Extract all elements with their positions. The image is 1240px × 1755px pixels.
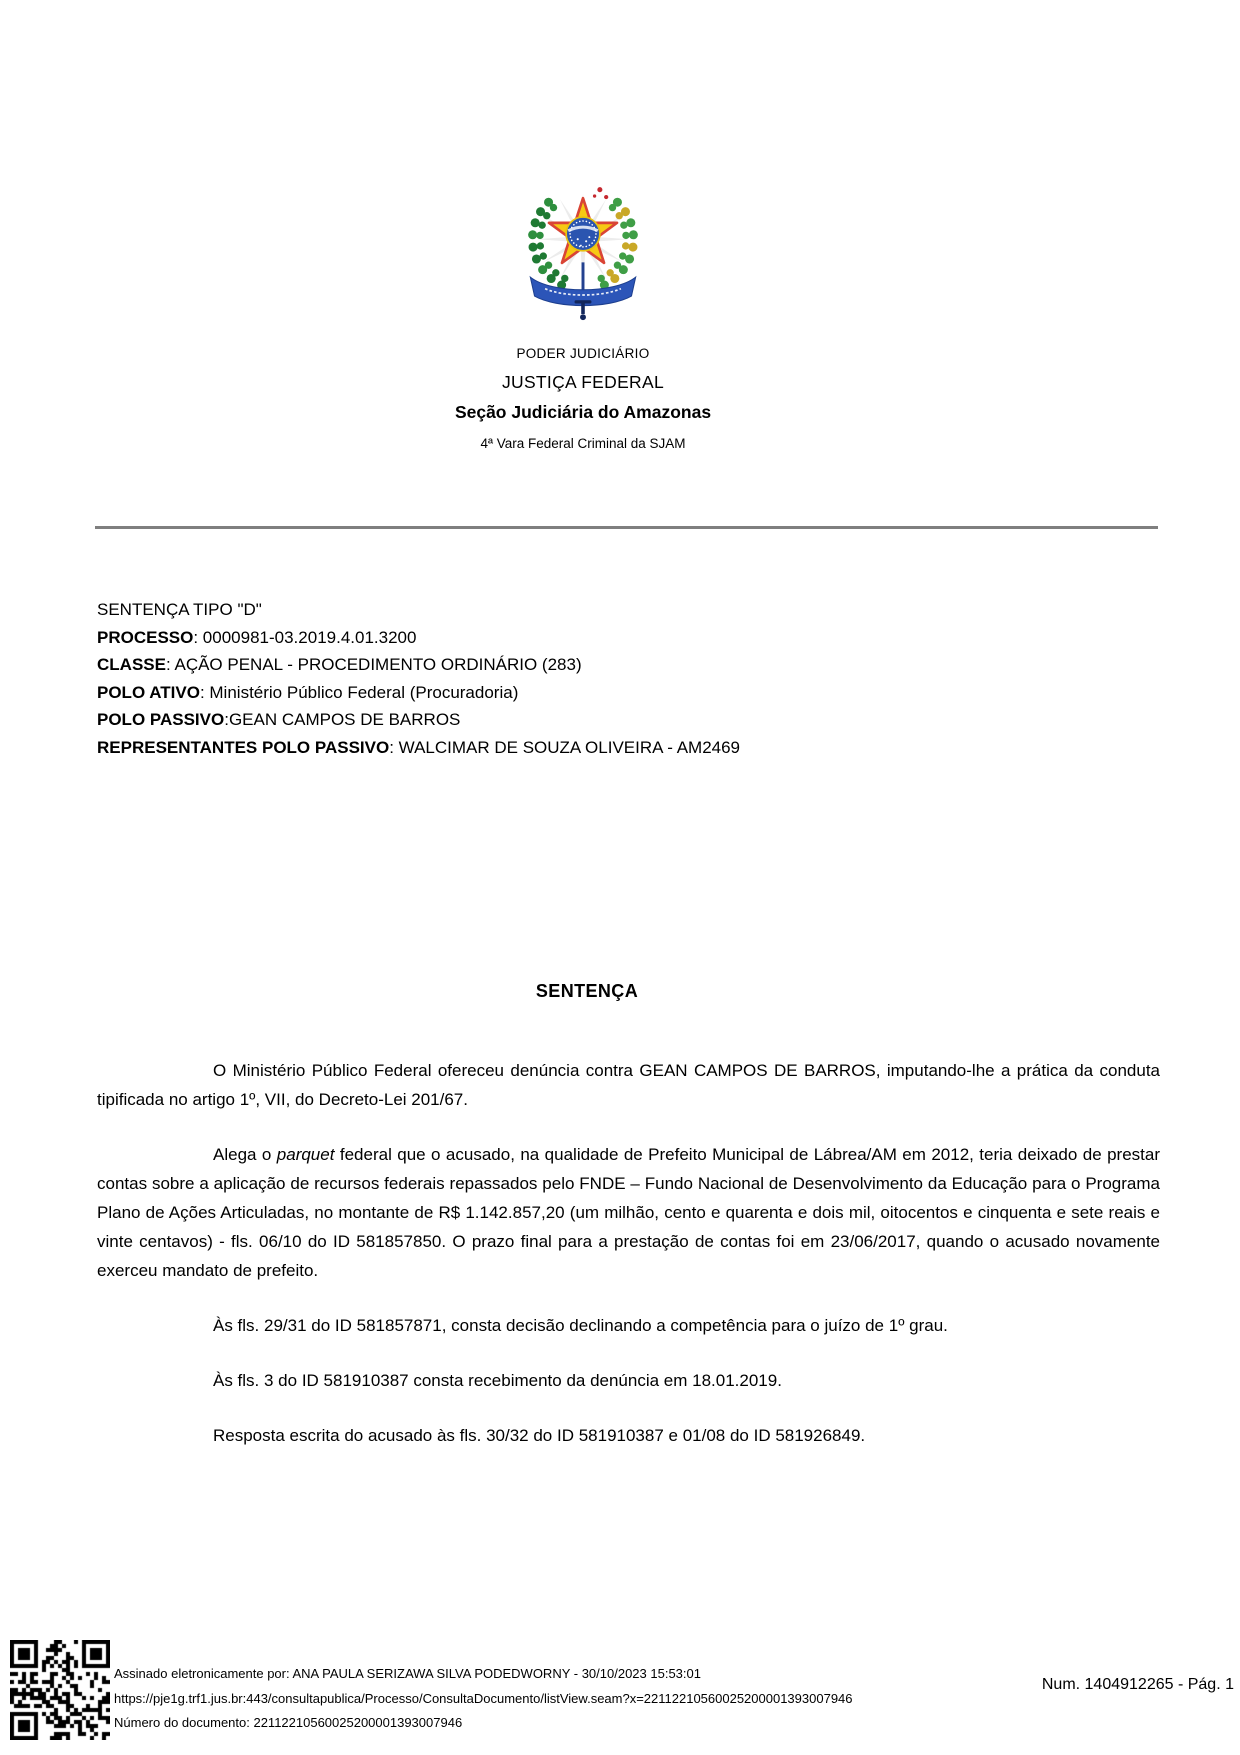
field-value: : Ministério Público Federal (Procuradoria) [199,682,519,702]
case-info-block [97,596,1160,761]
verification-url: https://pje1g.trf1.jus.br:443/consultapublica/Processo/ConsultaDocumento/listView.seam?x=22112210560025200001393007946 [114,1690,853,1706]
qr-code [10,1640,110,1740]
sentence-title: SENTENÇA [535,980,639,1001]
header-institution: PODER JUDICIÁRIO [516,346,650,361]
field-label: REPRESENTANTES POLO PASSIVO [97,737,390,757]
text-run: Resposta escrita do acusado às fls. 30/32 do ID 581910387 e 01/08 do ID 581926849. [213,1426,866,1445]
body-paragraph [97,1366,1160,1395]
header-section: Seção Judiciária do Amazonas [454,402,712,422]
field-value: : 0000981-03.2019.4.01.3200 [193,627,417,647]
header-branch: JUSTIÇA FEDERAL [501,372,665,392]
document-number: Número do documento: 22112210560025200001393007946 [114,1715,463,1730]
body-paragraph [97,1421,1160,1450]
field-value: :GEAN CAMPOS DE BARROS [224,710,461,729]
case-field [97,679,1160,707]
text-run: Às fls. 3 do ID 581910387 consta recebimento da denúncia em 18.01.2019. [213,1371,782,1390]
case-fields [97,624,1160,762]
text-run: O Ministério Público Federal ofereceu denúncia contra GEAN CAMPOS DE BARROS, imputando-lhe a prática da conduta tipificada no artigo 1º, VII, do Decreto-Lei 201/67. [97,1061,1160,1109]
sentence-type: SENTENÇA TIPO "D" [97,600,262,619]
body-paragraph [97,1140,1160,1285]
header-divider [95,526,1158,529]
page-number: Num. 1404912265 - Pág. 1 [1041,1676,1234,1693]
case-field [97,651,1160,679]
field-label: CLASSE [97,655,166,674]
wreath-right-branch [598,198,638,290]
header-court: 4ª Vara Federal Criminal da SJAM [480,436,686,451]
field-label: POLO PASSIVO [97,710,225,729]
field-label: PROCESSO [97,627,194,647]
body-paragraph [97,1311,1160,1340]
field-value: : AÇÃO PENAL - PROCEDIMENTO ORDINÁRIO (283) [165,655,582,674]
brazil-coat-of-arms-icon [517,176,649,334]
field-value: : WALCIMAR DE SOUZA OLIVEIRA - AM2469 [389,737,741,757]
text-run: Às fls. 29/31 do ID 581857871, consta decisão declinando a competência para o juízo de 1º grau. [213,1316,948,1335]
case-field [97,706,1160,734]
italic-text: parquet [276,1145,335,1164]
text-run: Alega o [213,1145,277,1164]
court-header [0,176,1166,451]
signature-line: Assinado eletronicamente por: ANA PAULA SERIZAWA SILVA PODEDWORNY - 30/10/2023 15:53:01 [114,1666,701,1681]
case-field [97,624,1160,652]
wreath-left-branch [528,198,568,290]
text-run: federal que o acusado, na qualidade de Prefeito Municipal de Lábrea/AM em 2012, teria deixado de prestar contas sobre a aplicação de recursos federais repassados pelo FNDE – Fundo Nacional de Desenvolvimento da Educação para o Programa Plano de Ações Articuladas, no montante de R$ 1.142.857,20 (um milhão, cento e quarenta e dois mil, oitocentos e cinquenta e sete reais e vinte centavos) - fls. 06/10 do ID 581857850. O prazo final para a prestação de contas foi em 23/06/2017, quando o acusado novamente exerceu mandato de prefeito. [97,1145,1160,1280]
field-label: POLO ATIVO [97,682,200,702]
case-field [97,734,1160,762]
signature-block [114,1662,853,1736]
body-paragraph [97,1056,1160,1114]
sentence-body [97,1056,1160,1476]
